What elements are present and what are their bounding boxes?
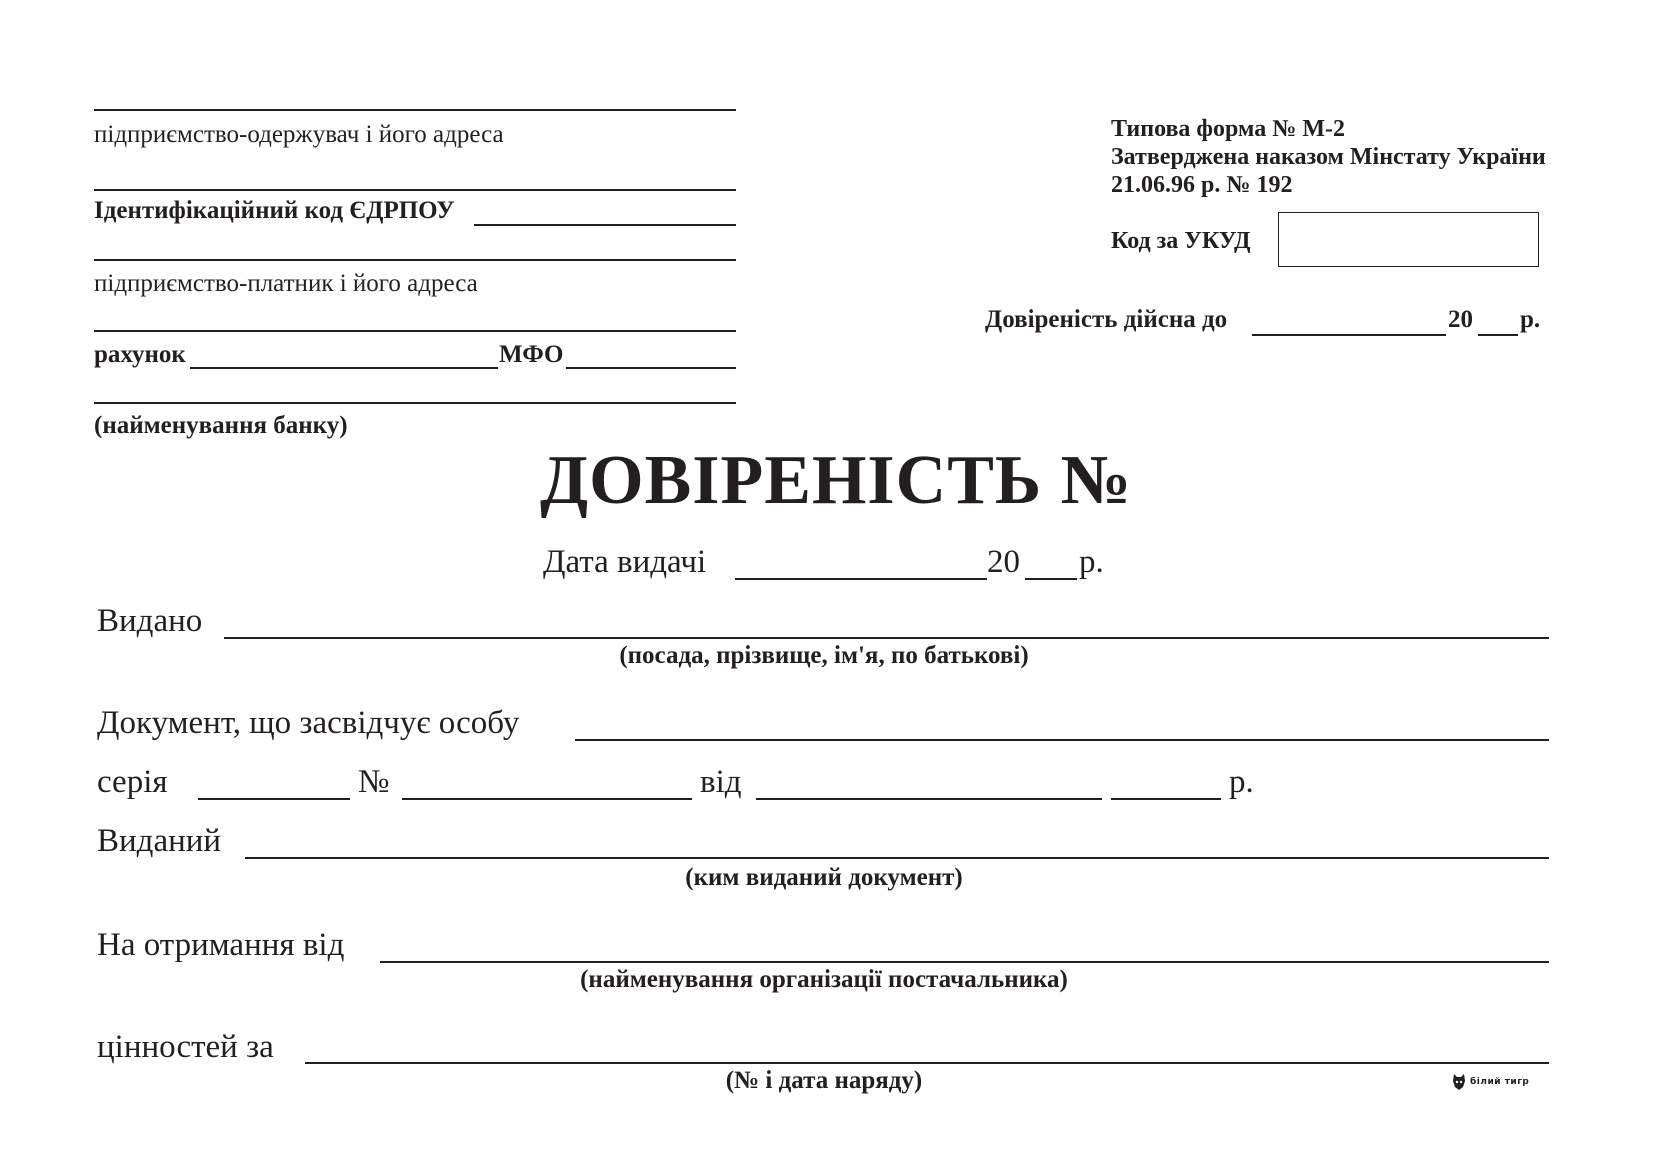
logo-text: білий тигр [1470,1077,1530,1087]
valid-until-date-field[interactable] [1252,334,1446,336]
issued-by-label: Виданий [97,823,222,859]
from-year-field[interactable] [1111,798,1221,800]
number-label: № [358,764,390,800]
edrpou-field[interactable] [474,224,736,226]
edrpou-label: Ідентифікаційний код ЄДРПОУ [94,197,455,224]
payer-line-top[interactable] [94,259,736,261]
mfo-field[interactable] [566,367,736,369]
id-document-field[interactable] [575,739,1549,741]
ukud-code-box[interactable] [1278,212,1539,267]
valid-until-label: Довіреність дійсна до [985,306,1228,333]
publisher-logo [1452,1070,1529,1094]
from-date-field[interactable] [756,798,1102,800]
number-field[interactable] [402,798,692,800]
issue-date-year-field[interactable] [1025,578,1077,580]
receive-from-caption: (найменування організації постачальника) [580,966,1068,993]
receive-from-label: На отримання від [97,927,345,963]
recipient-line-top[interactable] [94,109,736,111]
form-order-date: 21.06.96 р. № 192 [1111,172,1293,198]
issue-date-label: Дата видачі [543,544,707,580]
payer-address-line[interactable] [94,330,736,332]
values-label: цінностей за [97,1029,274,1065]
issue-date-field[interactable] [735,578,987,580]
values-order-field[interactable] [305,1062,1549,1064]
valid-until-year: 20 [1448,306,1473,333]
series-label: серія [97,764,168,800]
bank-name-line[interactable] [94,402,736,404]
issue-date-suffix: р. [1079,544,1104,580]
tiger-head-icon [1452,1073,1466,1091]
recipient-label: підприємство-одержувач і його адреса [94,121,504,148]
series-field[interactable] [198,798,350,800]
mfo-label: МФО [499,341,564,368]
from-label: від [700,764,742,800]
year-suffix: р. [1229,764,1254,800]
values-caption: (№ і дата наряду) [725,1067,923,1094]
valid-until-year-field[interactable] [1478,334,1518,336]
recipient-address-line[interactable] [94,189,736,191]
form-number: Типова форма № М-2 [1111,116,1345,142]
issued-to-caption: (посада, прізвище, ім'я, по батькові) [619,642,1029,669]
document-title: ДОВІРЕНІСТЬ № [540,442,1133,519]
issued-by-field[interactable] [245,857,1549,859]
receive-from-field[interactable] [380,961,1549,963]
issued-by-caption: (ким виданий документ) [685,864,963,891]
id-document-label: Документ, що засвідчує особу [97,705,520,741]
bank-caption: (найменування банку) [94,412,348,439]
issued-to-field[interactable] [224,637,1549,639]
issued-to-label: Видано [97,603,203,639]
account-label: рахунок [94,341,186,368]
valid-until-suffix: р. [1520,306,1541,333]
ukud-label: Код за УКУД [1111,228,1251,254]
payer-label: підприємство-платник і його адреса [94,270,478,297]
issue-date-year: 20 [987,544,1020,580]
form-approved: Затверджена наказом Мінстату України [1111,144,1546,170]
account-field[interactable] [190,367,498,369]
